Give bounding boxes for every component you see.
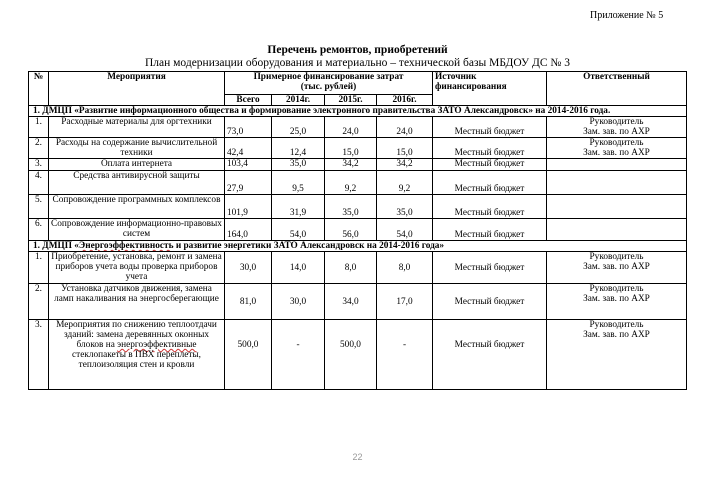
page-subtitle: План модернизации оборудования и материально – технической базы МБДОУ ДС № 3 (144, 57, 571, 69)
row-resp-1: Руководитель (589, 117, 644, 127)
row-responsible (547, 195, 687, 219)
header-activities: Мероприятия (49, 72, 225, 106)
row-2014: 30,0 (272, 284, 325, 320)
row-num: 1. (29, 252, 49, 284)
row-resp-1: Руководитель (589, 252, 644, 262)
section-1-row (29, 106, 687, 117)
row-resp-2: Зам. зав. по АХР (583, 330, 650, 340)
table-row (29, 219, 687, 241)
header-2014: 2014г. (272, 95, 325, 106)
header-2015: 2015г. (325, 95, 377, 106)
row-responsible (547, 159, 687, 171)
row-2016: 35,0 (377, 195, 433, 219)
table-row (29, 171, 687, 195)
row-2014: 35,0 (272, 159, 325, 171)
row-2014: 54,0 (272, 219, 325, 241)
row-num: 2. (29, 284, 49, 320)
row-name: Сопровождение программных комплексов (49, 195, 225, 219)
row-2016: 15,0 (377, 138, 433, 159)
row-resp-2: Зам. зав. по АХР (583, 127, 650, 137)
row-name: Расходные материалы для оргтехники (49, 117, 225, 138)
row-2014: 14,0 (272, 252, 325, 284)
row-total: 81,0 (225, 284, 272, 320)
row-2016: 17,0 (377, 284, 433, 320)
row-total: 73,0 (225, 117, 272, 138)
header-num: № (29, 72, 49, 106)
row-2015: 35,0 (325, 195, 377, 219)
row-num: 3. (29, 320, 49, 390)
row-2014: 25,0 (272, 117, 325, 138)
row-2014: - (272, 320, 325, 390)
table-row (29, 159, 687, 171)
row-resp-1: Руководитель (589, 138, 644, 148)
row-num: 3. (29, 159, 49, 171)
row-2016: 34,2 (377, 159, 433, 171)
row-resp-1: Руководитель (589, 320, 644, 330)
row-responsible (547, 284, 687, 320)
section-2-title-post: и развитие энергетики ЗАТО Александровск на 2014-2016 года» (173, 241, 445, 251)
row-name: Сопровождение информационно-правовых систем (49, 219, 225, 241)
header-total: Всего (225, 95, 272, 106)
row-responsible (547, 252, 687, 284)
row-num: 4. (29, 171, 49, 195)
row-2014: 9,5 (272, 171, 325, 195)
row-num: 1. (29, 117, 49, 138)
row-resp-2: Зам. зав. по АХР (583, 148, 650, 158)
table-row (29, 284, 687, 320)
header-funding-units: (тыс. рублей) (300, 82, 357, 92)
row-source: Местный бюджет (433, 252, 547, 284)
row-2016: - (377, 320, 433, 390)
row-name-pre: Мероприятия по снижению теплоотдачи зданий: замена деревянных оконных блоков на (56, 320, 217, 350)
row-source: Местный бюджет (433, 171, 547, 195)
row-responsible (547, 171, 687, 195)
row-name: Расходы на содержание вычислительной техники (49, 138, 225, 159)
row-resp-2: Зам. зав. по АХР (583, 294, 650, 304)
table-row (29, 195, 687, 219)
row-total: 27,9 (225, 171, 272, 195)
row-2015: 34,2 (325, 159, 377, 171)
row-total: 42,4 (225, 138, 272, 159)
row-name-post: стеклопакеты в ПВХ переплеты, теплоизоляция стен и кровли (72, 350, 201, 370)
row-name (49, 320, 225, 390)
row-name: Приобретение, установка, ремонт и замена приборов учета воды проверка приборов учета (49, 252, 225, 284)
row-responsible (547, 138, 687, 159)
header-2016: 2016г. (377, 95, 433, 106)
row-resp-2: Зам. зав. по АХР (583, 262, 650, 272)
page-number: 22 (352, 452, 363, 462)
row-total: 103,4 (225, 159, 272, 171)
row-2016: 8,0 (377, 252, 433, 284)
header-funding (225, 72, 433, 95)
row-2016: 9,2 (377, 171, 433, 195)
table-row (29, 117, 687, 138)
row-source: Местный бюджет (433, 284, 547, 320)
row-responsible (547, 219, 687, 241)
row-source: Местный бюджет (433, 320, 547, 390)
row-2015: 34,0 (325, 284, 377, 320)
row-name: Установка датчиков движения, замена ламп накаливания на энергосберегающие (49, 284, 225, 320)
row-2015: 56,0 (325, 219, 377, 241)
row-2014: 12,4 (272, 138, 325, 159)
table-row (29, 138, 687, 159)
row-2015: 8,0 (325, 252, 377, 284)
row-total: 500,0 (225, 320, 272, 390)
row-responsible (547, 320, 687, 390)
row-num: 6. (29, 219, 49, 241)
row-resp-1: Руководитель (589, 284, 644, 294)
repairs-table (28, 71, 687, 390)
row-2016: 54,0 (377, 219, 433, 241)
row-2015: 15,0 (325, 138, 377, 159)
row-total: 101,9 (225, 195, 272, 219)
row-name: Средства антивирусной защиты (49, 171, 225, 195)
section-2-title (29, 241, 687, 252)
section-2-title-word: Энергоэффективность (78, 241, 174, 251)
appendix-label: Приложение № 5 (590, 10, 664, 21)
row-source: Местный бюджет (433, 138, 547, 159)
header-responsible: Ответственный (547, 72, 687, 106)
row-2015: 24,0 (325, 117, 377, 138)
row-name-word: энергоэффективные (117, 340, 197, 350)
row-2014: 31,9 (272, 195, 325, 219)
section-1-title: 1. ДМЦП «Развитие информационного общества и формирование электронного правительства ЗАТО Александровск» на 2014-2016 года. (29, 106, 687, 117)
row-2015: 9,2 (325, 171, 377, 195)
row-2015: 500,0 (325, 320, 377, 390)
section-2-title-pre: 1. ДМЦП « (33, 241, 79, 251)
header-row (29, 72, 687, 95)
table-row (29, 320, 687, 390)
row-source: Местный бюджет (433, 159, 547, 171)
table-row (29, 252, 687, 284)
row-2016: 24,0 (377, 117, 433, 138)
page-title: Перечень ремонтов, приобретений (267, 44, 448, 56)
row-name: Оплата интернета (49, 159, 225, 171)
section-2-row (29, 241, 687, 252)
row-responsible (547, 117, 687, 138)
header-funding-label: Примерное финансирование затрат (253, 72, 404, 82)
row-source: Местный бюджет (433, 117, 547, 138)
row-num: 5. (29, 195, 49, 219)
row-total: 30,0 (225, 252, 272, 284)
row-source: Местный бюджет (433, 219, 547, 241)
row-num: 2. (29, 138, 49, 159)
row-source: Местный бюджет (433, 195, 547, 219)
header-source: Источник финансирования (433, 72, 547, 106)
row-total: 164,0 (225, 219, 272, 241)
